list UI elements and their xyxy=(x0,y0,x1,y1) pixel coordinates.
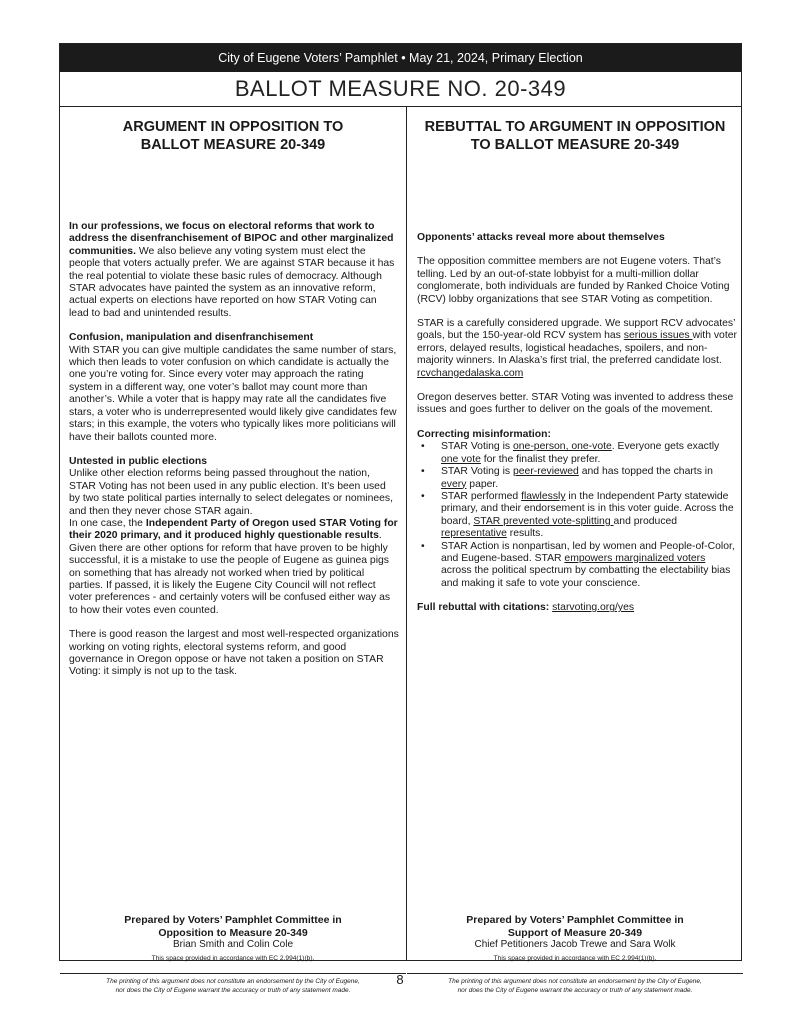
section-untested-bold: Independent Party of Oregon used STAR Voting for their 2020 primary, and it produced highly questionable results xyxy=(69,517,398,542)
list-item xyxy=(417,491,737,541)
opposition-heading-line1: ARGUMENT IN OPPOSITION TO xyxy=(122,119,344,135)
full-rebuttal-label: Full rebuttal with citations: xyxy=(417,602,553,614)
b2-u: peer-reviewed xyxy=(513,466,579,478)
prep-line2: Support of Measure 20-349 xyxy=(507,926,643,939)
p2-text-a: STAR is a carefully considered upgrade. We support RCV advocates’ goals, but the 150-year-old RCV system has xyxy=(417,318,736,342)
disclaimer-line2: nor does the City of Eugene warrant the accuracy or truth of any statement made. xyxy=(115,986,351,994)
rebuttal-heading xyxy=(407,118,743,154)
bullet-icon: • xyxy=(421,490,425,502)
rebuttal-prepared-by xyxy=(407,914,743,964)
rebuttal-lead: Opponents’ attacks reveal more about themselves xyxy=(417,232,665,243)
prep-names: Chief Petitioners Jacob Trewe and Sara Wolk xyxy=(474,939,676,950)
b1-b: . Everyone gets exactly xyxy=(611,441,720,453)
b3-c: and produced xyxy=(613,515,678,527)
rebuttal-column xyxy=(407,106,743,994)
b1-c: for the finalist they prefer. xyxy=(480,453,601,465)
rebuttal-paragraph-1: The opposition committee members are not Eugene voters. That’s telling. Led by an out-of-state lobbyist for a multi-million dollar conglomerate, both individuals are funded by Ranked Choice Voting (RCV) lobby organizations that see STAR Voting as competition. xyxy=(417,256,730,305)
full-rebuttal xyxy=(417,602,737,614)
b3-u2: STAR prevented vote-splitting xyxy=(473,515,614,527)
opposition-heading xyxy=(60,118,406,154)
disclaimer-line2: nor does the City of Eugene warrant the accuracy or truth of any statement made. xyxy=(457,986,693,994)
pamphlet-banner: City of Eugene Voters’ Pamphlet • May 21, 2024, Primary Election xyxy=(60,44,741,72)
bullet-icon: • xyxy=(421,466,425,478)
disclaimer-line1: The printing of this argument does not constitute an endorsement by the City of Eugene, xyxy=(106,978,360,985)
b1-u: one-person, one-vote xyxy=(513,441,612,453)
opposition-body xyxy=(69,221,399,691)
section-untested-text: Unlike other election reforms being passed throughout the nation, STAR Voting has not been used in any public election. It’s been used by two state political parties internally to select delegates or nominees, and then they never chose STAR again. xyxy=(69,468,394,517)
rcvchangedalaska-link[interactable]: rcvchangedalaska.com xyxy=(417,367,524,379)
b3-d: results. xyxy=(506,528,544,540)
section-untested-title: Untested in public elections xyxy=(69,455,207,467)
prep-line1: Prepared by Voters’ Pamphlet Committee in xyxy=(466,914,684,926)
starvoting-link[interactable]: starvoting.org/yes xyxy=(552,602,635,614)
prep-line1: Prepared by Voters’ Pamphlet Committee in xyxy=(124,914,342,926)
b2-b: and has topped the charts in xyxy=(578,466,713,478)
section-confusion-title: Confusion, manipulation and disenfranchisement xyxy=(69,332,314,344)
prep-names: Brian Smith and Colin Cole xyxy=(172,939,294,950)
prep-line2: Opposition to Measure 20-349 xyxy=(158,926,308,939)
list-item xyxy=(417,541,737,591)
prep-note: This space provided in accordance with EC 2.994(1)(b). xyxy=(151,955,315,962)
b3-b: in the Independent Party statewide primary, and their endorsement is in this voter guide. Across the board, xyxy=(441,490,734,527)
b2-a: STAR Voting is xyxy=(441,466,513,478)
p2-text-b: with voter errors, delayed results, logistical headaches, spoilers, and non-majority winners. In Alaska’s first trial, the preferred candidate lost. xyxy=(417,330,737,367)
opposition-prepared-by xyxy=(60,914,406,964)
b3-u: flawlessly xyxy=(521,490,566,502)
b1-a: STAR Voting is xyxy=(441,441,513,453)
section-confusion xyxy=(69,332,399,444)
rebuttal-heading-line1: REBUTTAL TO ARGUMENT IN OPPOSITION xyxy=(424,119,726,135)
bullet-icon: • xyxy=(421,540,425,552)
b3-u3: representative xyxy=(441,528,507,540)
b1-u2: one vote xyxy=(441,453,481,465)
section-confusion-text: With STAR you can give multiple candidates the same number of stars, which then leads to voter confusion on which candidate is actually the one you’re voting for. Since every voter may approach the rating system in a different way, one voter’s ballot may count more than another’s. While a voter that is happy may rate all the candidates five stars, a voter who is underrepresented would likely give candidates few stars; in this example, the voters who typically likes more politicians will have their ballots counted more. xyxy=(69,344,397,443)
b4-u: empowers marginalized voters xyxy=(564,552,706,564)
p2-underline: serious issues xyxy=(623,330,693,342)
opposition-heading-line2: BALLOT MEASURE 20-349 xyxy=(140,137,326,153)
rebuttal-heading-line2: TO BALLOT MEASURE 20-349 xyxy=(470,137,680,153)
b2-u2: every xyxy=(441,478,467,490)
rebuttal-body xyxy=(417,232,737,627)
section-untested-rest: . Given there are other options for reform that have proven to be highly successful, it is a mistake to use the people of Eugene as guinea pigs on something that has already not worked when tried by political parties. If passed, it is likely the Eugene City Council will not reflect voter preferences - and certainly voters will be confused either way as to how their votes even counted. xyxy=(69,530,391,616)
prep-note: This space provided in accordance with EC 2.994(1)(b). xyxy=(493,955,657,962)
opposition-column xyxy=(60,106,406,994)
section-untested xyxy=(69,456,399,617)
opposition-intro xyxy=(69,221,399,320)
page-number: 8 xyxy=(396,972,404,987)
bullet-icon: • xyxy=(421,441,425,453)
b4-a: STAR Action is nonpartisan, led by women and People-of-Color, and Eugene-based. STAR xyxy=(441,540,735,564)
section-untested-pre: In one case, the xyxy=(69,517,146,529)
disclaimer-line1: The printing of this argument does not constitute an endorsement by the City of Eugene, xyxy=(448,978,702,985)
b3-a: STAR performed xyxy=(441,490,522,502)
b4-b: across the political spectrum by combatting the electability bias and making it safe to vote your conscience. xyxy=(441,565,731,589)
intro-bold: In our professions, we focus on electoral reforms that work to address the disenfranchisement of BIPOC and other marginalized communities. xyxy=(69,221,394,257)
list-item xyxy=(417,466,737,491)
opposition-conclusion: There is good reason the largest and most well-respected organizations working on voting rights, electoral systems reform, and good governance in Oregon oppose or have not taken a position on STAR Voting: it simply is not up to the task. xyxy=(69,629,399,678)
b2-c: paper. xyxy=(466,478,499,490)
measure-title: BALLOT MEASURE NO. 20-349 xyxy=(60,72,741,107)
misinfo-list xyxy=(417,441,737,590)
intro-rest: We also believe any voting system must elect the people that voters actually prefer. We are against STAR because it has the real potential to violate these basic rules of democracy. Although STAR advocates have painted the system as an innovative reform, actual experts on elections have reported on how STAR Voting can lead to bad and unintended results. xyxy=(69,245,395,319)
rebuttal-paragraph-2 xyxy=(417,318,737,380)
misinfo-title: Correcting misinformation: xyxy=(417,428,551,440)
rebuttal-paragraph-3: Oregon deserves better. STAR Voting was invented to address these issues and goes further to deliver on the goals of the movement. xyxy=(417,392,734,416)
list-item xyxy=(417,441,737,466)
pamphlet-page xyxy=(59,43,742,994)
